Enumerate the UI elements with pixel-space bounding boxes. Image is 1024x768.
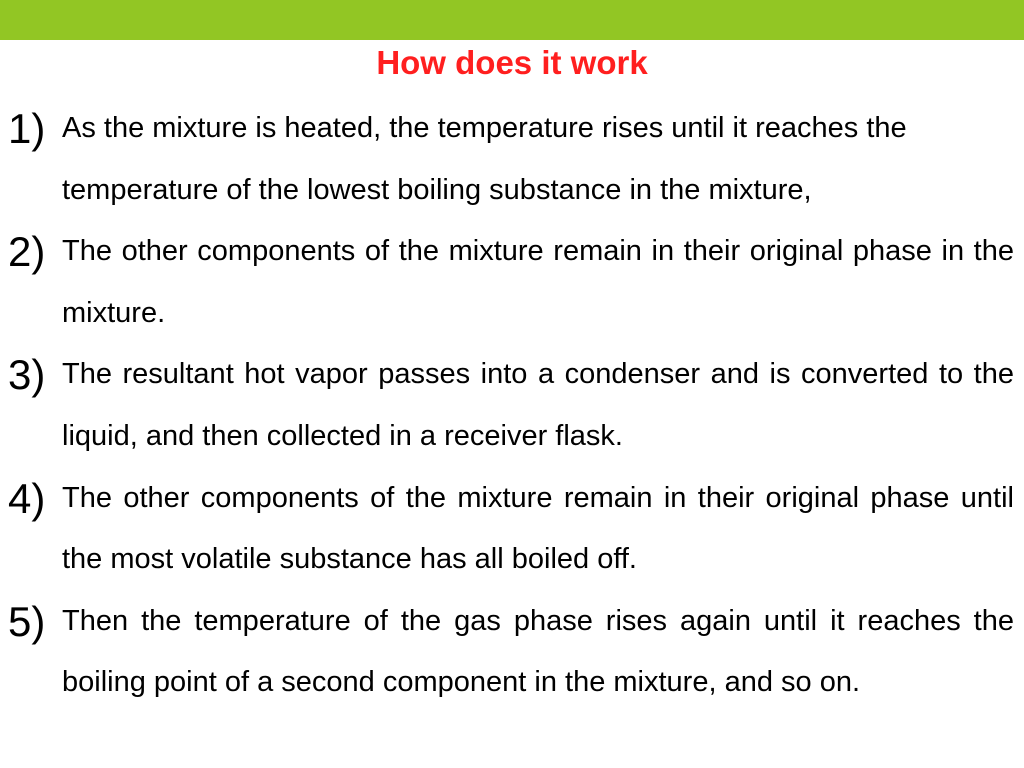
list-item-number: 4) (8, 474, 46, 522)
list-item-number: 3) (8, 351, 46, 399)
slide-title: How does it work (376, 44, 648, 81)
list-item (0, 98, 1024, 221)
numbered-list (0, 98, 1024, 714)
list-item-number: 2) (8, 228, 46, 276)
list-item (0, 221, 1024, 344)
list-item-text: As the mixture is heated, the temperature rises until it reaches the temperature of the lowest boiling substance in the mixture, (62, 112, 907, 206)
list-item-text: The other components of the mixture remain in their original phase in the mixture. (62, 235, 1014, 329)
list-item-text: The resultant hot vapor passes into a condenser and is converted to the liquid, and then collected in a receiver flask. (62, 358, 1014, 452)
list-item-text: Then the temperature of the gas phase rises again until it reaches the boiling point of a second component in the mixture, and so on. (62, 604, 1014, 699)
list-item (0, 591, 1024, 714)
list-item (0, 468, 1024, 591)
list-item (0, 344, 1024, 467)
list-item-text: The other components of the mixture remain in their original phase until the most volatile substance has all boiled off. (62, 481, 1014, 576)
top-accent-bar (0, 0, 1024, 40)
list-item-number: 1) (8, 105, 46, 152)
list-item-number: 5) (8, 597, 46, 645)
